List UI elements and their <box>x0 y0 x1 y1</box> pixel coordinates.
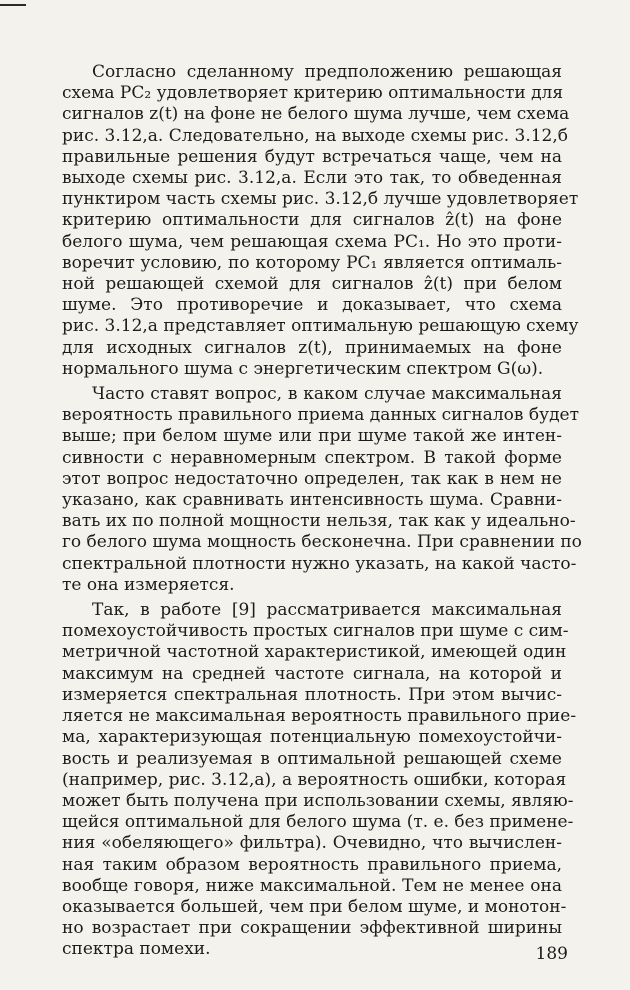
page-number: 189 <box>535 944 568 964</box>
text-line: Так, в работе [9] рассматривается максимальная <box>92 600 562 621</box>
paragraph-3 <box>62 600 577 960</box>
text-line: шуме. Это противоречие и доказывает, что схема <box>62 295 562 316</box>
text-line: ния «обеляющего» фильтра). Очевидно, что вычислен- <box>62 833 562 854</box>
text-line: спектральной плотности нужно указать, на какой часто- <box>62 553 577 574</box>
text-line: сивности с неравномерным спектром. В такой форме <box>62 447 562 468</box>
text-line: щейся оптимальной для белого шума (т. е. без примене- <box>62 812 574 833</box>
text-line: этот вопрос недостаточно определен, так как в нем не <box>62 468 562 489</box>
text-line: Согласно сделанному предположению решающая <box>92 62 562 82</box>
text-line: воречит условию, по которому PC₁ является оптималь- <box>62 252 562 273</box>
text-line: ма, характеризующая потенциальную помехоустойчи- <box>62 727 562 748</box>
text-line: вероятность правильного приема данных сигналов будет <box>62 405 579 426</box>
text-line: может быть получена при использовании схемы, являю- <box>62 790 574 811</box>
text-line: белого шума, чем решающая схема PC₁. Но это проти- <box>62 231 562 252</box>
text-line: ная таким образом вероятность правильного приема, <box>62 854 562 875</box>
text-line: указано, как сравнивать интенсивность шума. Сравни- <box>62 490 562 511</box>
text-line: нормального шума с энергетическим спектром G(ω). <box>62 358 544 379</box>
text-line: измеряется спектральная плотность. При этом вычис- <box>62 684 562 705</box>
text-line: вообще говоря, ниже максимальной. Тем не менее она <box>62 875 562 896</box>
text-line: сигналов z(t) на фоне не белого шума лучше, чем схема <box>62 104 570 125</box>
text-line: ной решающей схемой для сигналов ẑ(t) при белом <box>62 274 562 295</box>
text-line: для исходных сигналов z(t), принимаемых на фоне <box>62 337 562 358</box>
text-line: схема PC₂ удовлетворяет критерию оптимальности для <box>62 83 564 104</box>
paragraph-2 <box>62 384 582 596</box>
text-line: спектра помехи. <box>62 939 211 960</box>
text-line: но возрастает при сокращении эффективной ширины <box>62 918 562 939</box>
text-line: критерию оптимальности для сигналов ẑ(t) на фоне <box>62 210 562 231</box>
text-line: Часто ставят вопрос, в каком случае максимальная <box>92 384 562 405</box>
text-line: те она измеряется. <box>62 574 235 595</box>
scan-edge-mark <box>0 4 26 6</box>
text-line: рис. 3.12,а представляет оптимальную решающую схему <box>62 316 579 337</box>
text-line: вость и реализуемая в оптимальной решающей схеме <box>62 748 562 769</box>
text-line: рис. 3.12,а. Следовательно, на выходе схемы рис. 3.12,б <box>62 125 568 146</box>
text-line: помехоустойчивость простых сигналов при шуме с сим- <box>62 621 569 642</box>
text-line: (например, рис. 3.12,а), а вероятность ошибки, которая <box>62 769 567 790</box>
paragraph-1 <box>62 62 579 380</box>
text-line: выше; при белом шуме или при шуме такой же интен- <box>62 426 562 447</box>
text-line: пунктиром часть схемы рис. 3.12,б лучше удовлетворяет <box>62 189 579 210</box>
text-line: метричной частотной характеристикой, имеющей один <box>62 642 567 663</box>
text-line: выходе схемы рис. 3.12,а. Если это так, то обведенная <box>62 168 562 189</box>
text-line: вать их по полной мощности нельзя, так как у идеально- <box>62 511 576 532</box>
text-line: го белого шума мощность бесконечна. При сравнении по <box>62 532 582 553</box>
text-line: максимум на средней частоте сигнала, на которой и <box>62 663 562 684</box>
body-text <box>62 62 582 961</box>
text-line: ляется не максимальная вероятность правильного прие- <box>62 706 577 727</box>
text-line: правильные решения будут встречаться чаще, чем на <box>62 146 562 167</box>
text-line: оказывается большей, чем при белом шуме, и монотон- <box>62 896 567 917</box>
